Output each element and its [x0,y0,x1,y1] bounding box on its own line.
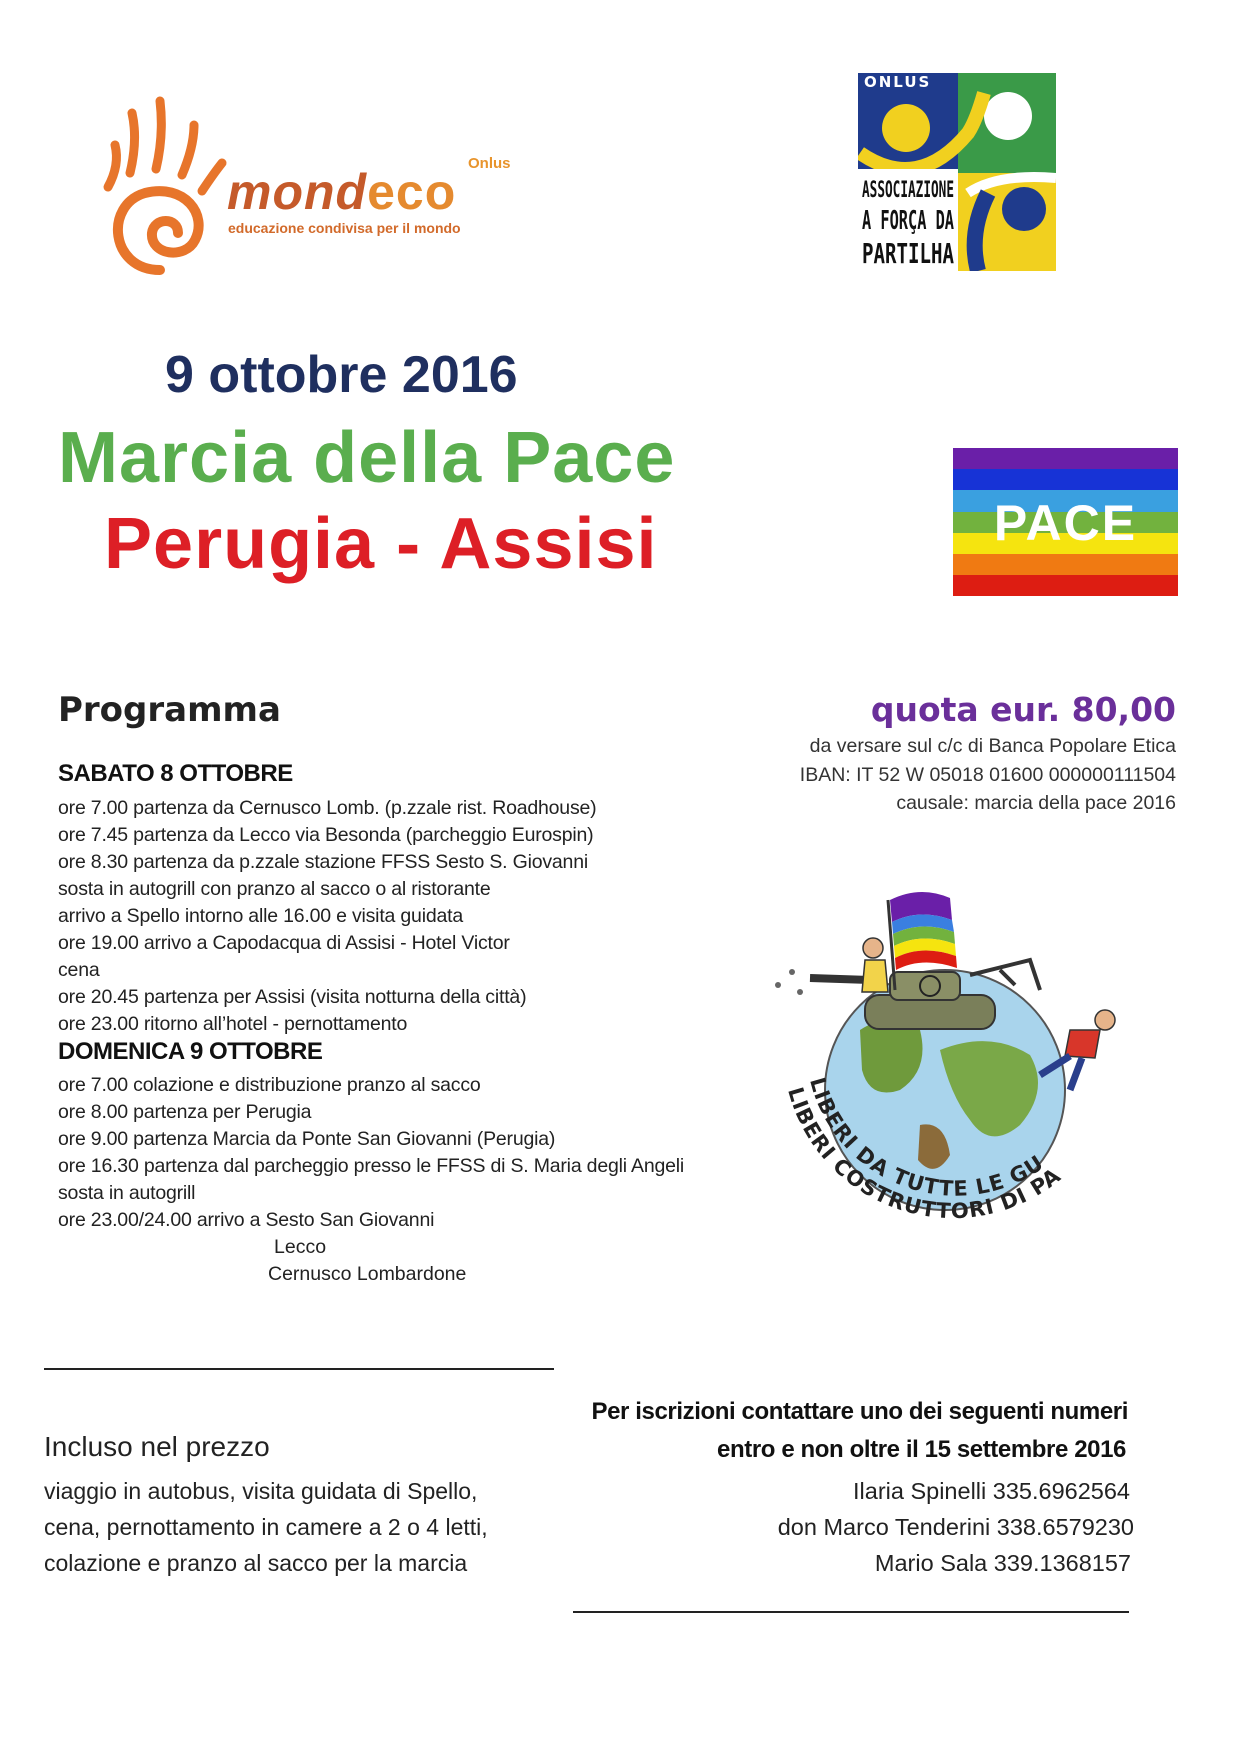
event-route: Perugia - Assisi [104,504,658,584]
included-line: viaggio in autobus, visita guidata di Spello, [44,1478,478,1504]
event-title: Marcia della Pace [58,418,676,498]
day1-line: ore 8.30 partenza da p.zzale stazione FFSS Sesto S. Giovanni [58,851,588,873]
day2-line: ore 8.00 partenza per Perugia [58,1101,312,1123]
quota-price: quota eur. 80,00 [870,690,1176,729]
assoc-line1: ASSOCIAZIONE [862,178,954,203]
day1-line: ore 23.00 ritorno all’hotel - pernottamento [58,1013,408,1035]
program-title: Programma [58,690,281,730]
pace-flag-label: PACE [993,495,1138,551]
associazione-logo [858,73,1056,271]
day2-line: ore 9.00 partenza Marcia da Ponte San Giovanni (Perugia) [58,1128,556,1150]
day1-line: ore 7.45 partenza da Lecco via Besonda (parcheggio Eurospin) [58,824,594,846]
day2-line: ore 7.00 colazione e distribuzione pranzo al sacco [58,1074,481,1096]
mondeco-logo [90,95,510,280]
day1-line: ore 7.00 partenza da Cernusco Lomb. (p.zzale rist. Roadhouse) [58,797,597,819]
globe-peace-drawing [770,880,1140,1230]
quota-iban: IBAN: IT 52 W 05018 01600 000000111504 [799,764,1176,786]
forca-da-partilha-emblem [858,73,1056,271]
assoc-onlus-label: ONLUS [864,73,932,91]
mondeco-onlus-label: Onlus [468,155,511,172]
contacts-deadline: entro e non oltre il 15 settembre 2016 [717,1436,1126,1463]
flag-stripe [953,554,1178,575]
assoc-line3: PARTILHA [862,237,955,270]
contact-person: Ilaria Spinelli 335.6962564 [853,1478,1130,1504]
flag-stripe [953,448,1178,469]
day2-line: ore 16.30 partenza dal parcheggio presso le FFSS di S. Maria degli Angeli [58,1155,685,1177]
day1-line: ore 19.00 arrivo a Capodacqua di Assisi - Hotel Victor [58,932,510,954]
divider-left [44,1368,554,1370]
contact-person: Mario Sala 339.1368157 [874,1550,1131,1576]
day1-line: ore 20.45 partenza per Assisi (visita notturna della città) [58,986,527,1008]
day2-destination: Lecco [274,1236,327,1258]
contacts-heading: Per iscrizioni contattare uno dei seguenti numeri [591,1398,1128,1425]
day1-line: cena [58,959,100,981]
day1-title: SABATO 8 OTTOBRE [58,760,293,787]
assoc-line2: A FORÇA DA [862,206,955,236]
contact-person: don Marco Tenderini 338.6579230 [777,1514,1134,1540]
included-title: Incluso nel prezzo [44,1431,270,1462]
peace-illustration [770,880,1140,1230]
day2-line: ore 23.00/24.00 arrivo a Sesto San Giovanni [58,1209,435,1231]
person-icon [862,938,888,992]
included-line: cena, pernottamento in camere a 2 o 4 letti, [44,1514,488,1540]
mondeco-name [227,163,456,221]
flag-stripe [953,575,1178,596]
mondeco-tagline: educazione condivisa per il mondo [228,220,461,236]
illustration-caption-1-path: LIBERI DA TUTTE LE GU [805,1074,1049,1201]
mondeco-name-part1: mond [227,164,368,220]
included-line: colazione e pranzo al sacco per la marcia [44,1550,468,1576]
flag-stripe [953,469,1178,490]
pace-flag [953,448,1178,596]
day2-title: DOMENICA 9 OTTOBRE [58,1038,323,1065]
day1-line: sosta in autogrill con pranzo al sacco o al ristorante [58,878,491,900]
hand-spiral-icon [90,95,240,280]
illustration-caption-2-path: LIBERI COSTRUTTORI DI PA [783,1084,1066,1224]
mondeco-name-part2: eco [367,164,457,220]
day1-line: arrivo a Spello intorno alle 16.00 e visita guidata [58,905,463,927]
divider-right [573,1611,1129,1613]
quota-payment-info: da versare sul c/c di Banca Popolare Etica [809,735,1176,757]
day2-line: sosta in autogrill [58,1182,196,1204]
quota-causale: causale: marcia della pace 2016 [896,792,1176,814]
day2-destination: Cernusco Lombardone [268,1263,467,1285]
event-date: 9 ottobre 2016 [165,346,518,404]
